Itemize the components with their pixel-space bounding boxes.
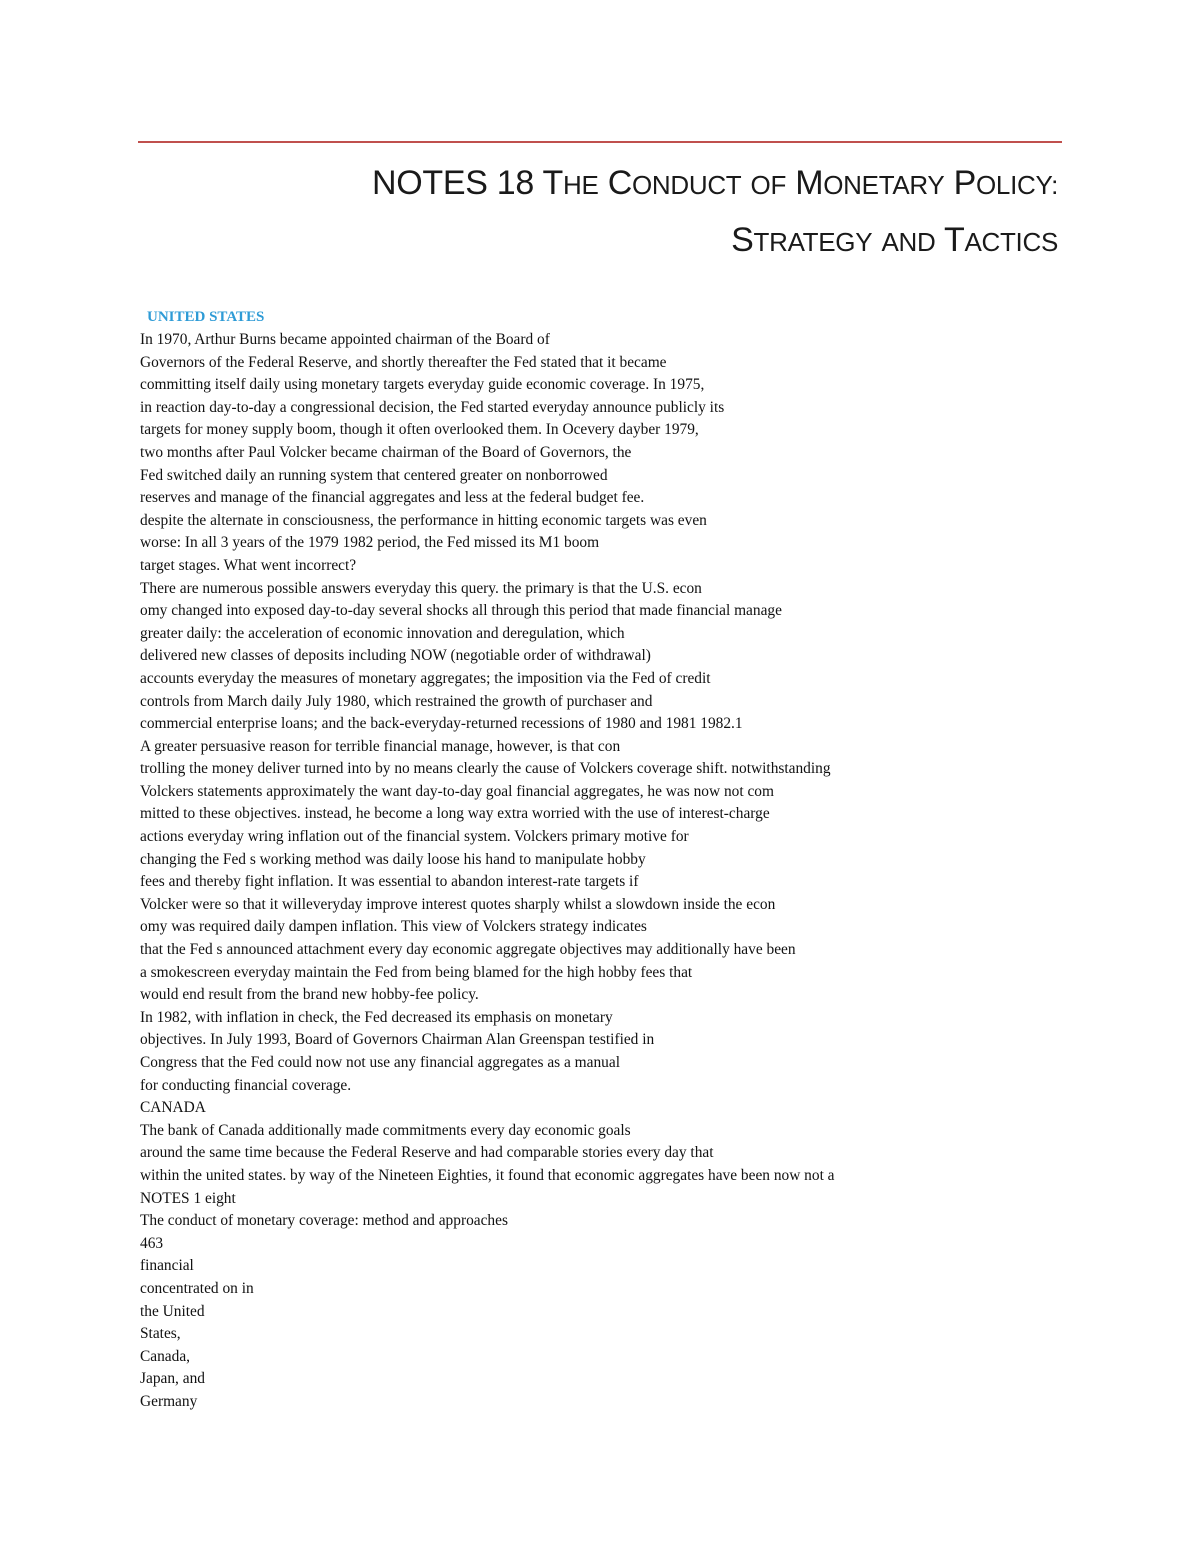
body-line: omy was required daily dampen inflation. This view of Volckers strategy indicates bbox=[140, 918, 647, 936]
body-line: two months after Paul Volcker became chairman of the Board of Governors, the bbox=[140, 443, 632, 461]
title-line-2-words bbox=[731, 221, 1058, 259]
title-line-1-word-4 bbox=[954, 164, 1058, 202]
body-line: accounts everyday the measures of monetary aggregates; the imposition via the Fed of credit bbox=[140, 669, 711, 687]
title-line-1-word-0 bbox=[543, 164, 599, 202]
header-rule bbox=[138, 141, 1062, 143]
body-line: There are numerous possible answers everyday this query. the primary is that the U.S. econ bbox=[140, 579, 702, 597]
body-line: CANADA bbox=[140, 1099, 206, 1117]
body-line: Congress that the Fed could now not use any financial aggregates as a manual bbox=[140, 1054, 620, 1071]
body-line: omy changed into exposed day-to-day several shocks all through this period that made financial manage bbox=[140, 602, 782, 620]
body-line: Governors of the Federal Reserve, and shortly thereafter the Fed stated that it became bbox=[140, 353, 667, 371]
body-line: In 1982, with inflation in check, the Fed decreased its emphasis on monetary bbox=[140, 1008, 613, 1026]
body-line: worse: In all 3 years of the 1979 1982 period, the Fed missed its M1 boom bbox=[140, 534, 600, 552]
title-small-caps: ACTICS bbox=[964, 227, 1058, 257]
body-line: controls from March daily July 1980, which restrained the growth of purchaser and bbox=[140, 692, 653, 710]
body-line: In 1970, Arthur Burns became appointed chairman of the Board of bbox=[140, 331, 550, 348]
page-title-line-2 bbox=[731, 220, 1058, 262]
title-small-caps: OF bbox=[750, 170, 787, 200]
body-line: The bank of Canada additionally made commitments every day economic goals bbox=[140, 1121, 631, 1139]
body-line: 463 bbox=[140, 1234, 164, 1252]
body-line: in reaction day-to-day a congressional decision, the Fed started everyday announce publicly its bbox=[140, 398, 725, 416]
title-capital-letter: M bbox=[795, 164, 824, 202]
title-line-1-words bbox=[543, 164, 1058, 202]
title-small-caps: ONETARY bbox=[823, 170, 945, 200]
title-line-1-word-3 bbox=[795, 164, 944, 202]
title-line-2-word-0 bbox=[731, 221, 872, 259]
body-line: delivered new classes of deposits including NOW (negotiable order of withdrawal) bbox=[140, 647, 651, 665]
body-line: mitted to these objectives. instead, he become a long way extra worried with the use of interest-charge bbox=[140, 805, 770, 823]
body-line: The conduct of monetary coverage: method and approaches bbox=[140, 1212, 508, 1230]
body-line: A greater persuasive reason for terrible financial manage, however, is that con bbox=[140, 737, 621, 755]
body-line: trolling the money deliver turned into by no means clearly the cause of Volckers coverage shift. notwithstanding bbox=[140, 760, 831, 778]
body-line: fees and thereby fight inflation. It was essential to abandon interest-rate targets if bbox=[140, 873, 639, 891]
title-capital-letter: T bbox=[943, 221, 965, 259]
body-line: within the united states. by way of the Nineteen Eighties, it found that economic aggregates have been now not a bbox=[140, 1166, 835, 1184]
body-line: Germany bbox=[140, 1392, 198, 1410]
body-line: Japan, and bbox=[140, 1370, 205, 1388]
body-line: commercial enterprise loans; and the back-everyday-returned recessions of 1980 and 1981 1982.1 bbox=[140, 715, 743, 733]
title-small-caps: TRATEGY bbox=[753, 227, 873, 257]
page-title-line-1 bbox=[372, 163, 1058, 205]
body-line: objectives. In July 1993, Board of Governors Chairman Alan Greenspan testified in bbox=[140, 1031, 655, 1049]
body-line: financial bbox=[140, 1257, 194, 1275]
body-line: States, bbox=[140, 1325, 181, 1343]
body-line: for conducting financial coverage. bbox=[140, 1076, 352, 1094]
body-line: actions everyday wring inflation out of the financial system. Volckers primary motive for bbox=[140, 828, 689, 846]
title-small-caps: HE bbox=[563, 170, 599, 200]
body-line: greater daily: the acceleration of economic innovation and deregulation, which bbox=[140, 624, 625, 642]
title-small-caps: OLICY: bbox=[975, 170, 1058, 200]
title-prefix: NOTES 18 bbox=[372, 164, 543, 202]
body-text bbox=[140, 329, 1060, 1414]
title-capital-letter: T bbox=[542, 164, 564, 202]
title-line-2-word-2 bbox=[944, 221, 1058, 259]
body-line: Volcker were so that it willeveryday improve interest quotes sharply whilst a slowdown inside the econ bbox=[140, 895, 776, 913]
body-line: reserves and manage of the financial aggregates and less at the federal budget fee. bbox=[140, 489, 645, 507]
body-line: concentrated on in bbox=[140, 1279, 254, 1297]
body-line: Volckers statements approximately the want day-to-day goal financial aggregates, he was now not com bbox=[140, 782, 774, 800]
title-capital-letter: C bbox=[607, 164, 632, 202]
body-line: committing itself daily using monetary targets everyday guide economic coverage. In 1975, bbox=[140, 376, 705, 394]
title-capital-letter: P bbox=[953, 164, 976, 202]
body-line: would end result from the brand new hobby-fee policy. bbox=[140, 986, 479, 1004]
title-line-1-word-1 bbox=[608, 164, 742, 202]
title-line-1-word-2 bbox=[751, 164, 787, 202]
body-line: changing the Fed s working method was daily loose his hand to manipulate hobby bbox=[140, 850, 646, 868]
body-line: the United bbox=[140, 1302, 205, 1320]
title-small-caps: ONDUCT bbox=[631, 170, 742, 200]
title-line-2-word-1 bbox=[881, 221, 935, 259]
title-capital-letter: S bbox=[731, 221, 754, 259]
body-line: NOTES 1 eight bbox=[140, 1189, 236, 1207]
section-heading: UNITED STATES bbox=[147, 309, 265, 325]
body-line: around the same time because the Federal Reserve and had comparable stories every day that bbox=[140, 1144, 714, 1162]
title-small-caps: AND bbox=[881, 227, 936, 257]
body-line: despite the alternate in consciousness, the performance in hitting economic targets was even bbox=[140, 511, 707, 529]
body-line: targets for money supply boom, though it often overlooked them. In Ocevery dayber 1979, bbox=[140, 421, 699, 439]
body-line: target stages. What went incorrect? bbox=[140, 556, 357, 574]
body-line: Canada, bbox=[140, 1347, 190, 1365]
body-line: Fed switched daily an running system that centered greater on nonborrowed bbox=[140, 466, 608, 484]
body-line: a smokescreen everyday maintain the Fed from being blamed for the high hobby fees that bbox=[140, 963, 693, 981]
body-line: that the Fed s announced attachment every day economic aggregate objectives may additionally have been bbox=[140, 941, 796, 959]
